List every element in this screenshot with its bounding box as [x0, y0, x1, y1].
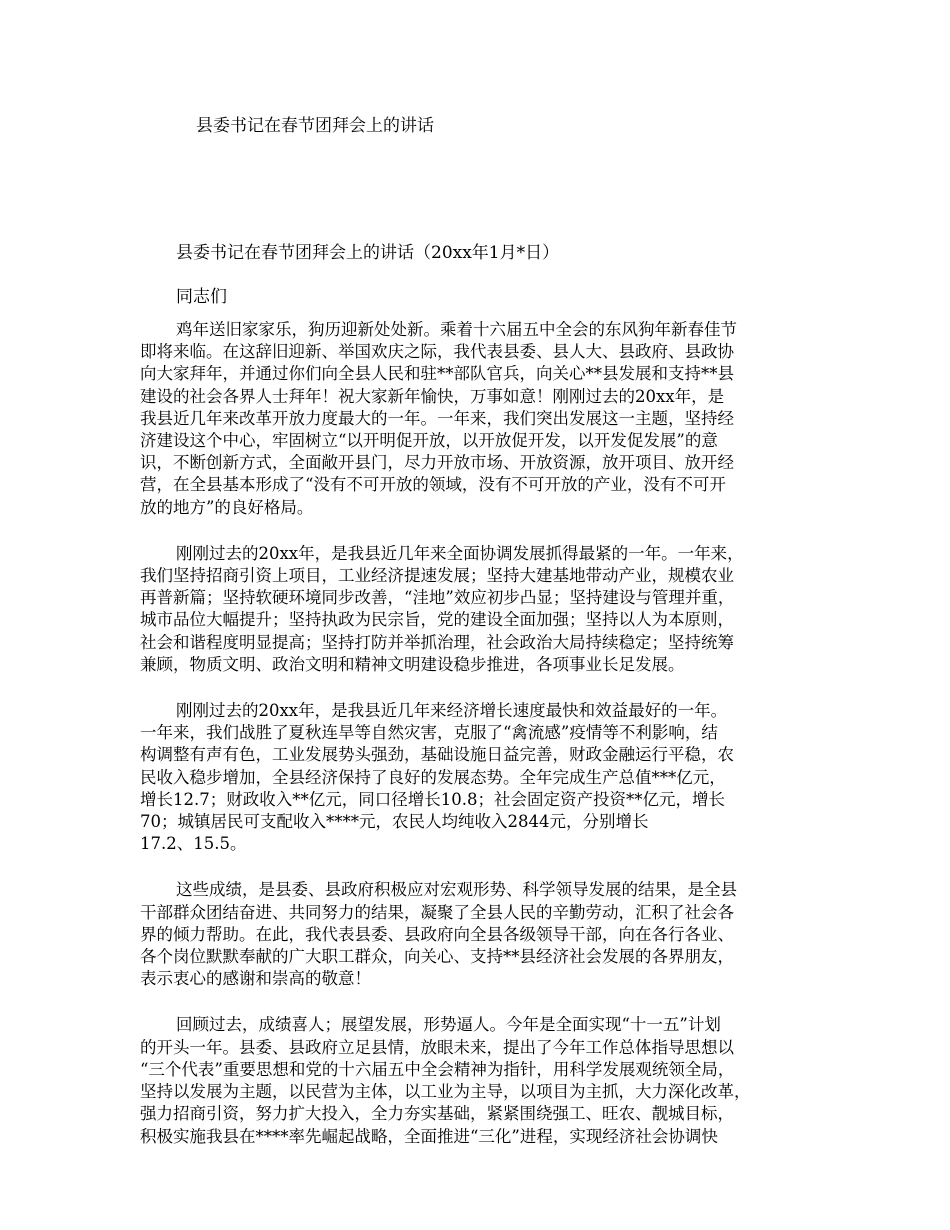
speech-paragraph	[140, 700, 816, 855]
paragraph-line: 再普新篇；坚持软硬环境同步改善，“洼地”效应初步凸显；坚持建设与管理并重，	[140, 588, 735, 608]
paragraph-line: 社会和谐程度明显提高；坚持打防并举抓治理，社会政治大局持续稳定；坚持统筹	[140, 632, 734, 652]
speech-title: 县委书记在春节团拜会上的讲话（20xx年1月*日）	[176, 243, 560, 263]
paragraph-line: 刚刚过去的20xx年，是我县近几年来经济增长速度最快和效益最好的一年。	[176, 701, 728, 721]
paragraph-line: 我县近几年来改革开放力度最大的一年。一年来，我们突出发展这一主题，坚持经	[140, 408, 734, 428]
paragraph-line: 干部群众团结奋进、共同努力的结果，凝聚了全县人民的辛勤劳动，汇积了社会各	[140, 902, 734, 922]
speech-paragraph	[140, 543, 816, 676]
paragraph-line: 我们坚持招商引资上项目，工业经济提速发展；坚持大建基地带动产业，规模农业	[140, 566, 734, 586]
speech-paragraph	[140, 1014, 816, 1147]
paragraph-line: 营，在全县基本形成了“没有不可开放的领域，没有不可开放的产业，没有不可开	[140, 475, 726, 495]
paragraph-line: 构调整有声有色，工业发展势头强劲，基础设施日益完善，财政金融运行平稳，农	[140, 745, 734, 765]
paragraph-line: 界的倾力帮助。在此，我代表县委、县政府向全县各级领导干部，向在各行各业、	[140, 924, 734, 944]
paragraph-line: 17.2、15.5。	[140, 834, 247, 854]
paragraph-line: 一年来，我们战胜了夏秋连旱等自然灾害，克服了“禽流感”疫情等不利影响，结	[140, 723, 718, 743]
paragraph-line: 增长12.7；财政收入**亿元，同口径增长10.8；社会固定资产投资**亿元，增长	[140, 789, 725, 809]
paragraph-line: 表示衷心的感谢和崇高的敬意！	[140, 969, 371, 989]
speech-body	[140, 319, 816, 1172]
paragraph-line: 即将来临。在这辞旧迎新、举国欢庆之际，我代表县委、县人大、县政府、县政协	[140, 342, 734, 362]
paragraph-line: 刚刚过去的20xx年，是我县近几年来全面协调发展抓得最紧的一年。一年来，	[176, 543, 744, 563]
paragraph-line: 70；城镇居民可支配收入****元，农民人均纯收入2844元，分别增长	[140, 812, 649, 832]
paragraph-line: 各个岗位默默奉献的广大职工群众，向关心、支持**县经济社会发展的各界朋友，	[140, 947, 734, 967]
paragraph-line: 回顾过去，成绩喜人；展望发展，形势逼人。今年是全面实现“十一五”计划	[176, 1015, 721, 1035]
paragraph-line: 济建设这个中心，牢固树立“以开明促开放，以开放促开发，以开发促发展”的意	[140, 431, 718, 451]
speech-paragraph	[140, 319, 816, 519]
paragraph-line: 鸡年送旧家家乐，狗历迎新处处新。乘着十六届五中全会的东风狗年新春佳节	[176, 320, 737, 339]
paragraph-line: 的开头一年。县委、县政府立足县情，放眼未来，提出了今年工作总体指导思想以	[140, 1037, 734, 1057]
speech-paragraph	[140, 879, 816, 990]
paragraph-line: 放的地方”的良好格局。	[140, 497, 314, 517]
salutation: 同志们	[176, 287, 227, 307]
paragraph-line: 建设的社会各界人士拜年！祝大家新年愉快，万事如意！刚刚过去的20xx年，是	[140, 386, 725, 406]
paragraph-line: 这些成绩，是县委、县政府积极应对宏观形势、科学领导发展的结果，是全县	[176, 880, 737, 900]
paragraph-line: 强力招商引资，努力扩大投入，全力夯实基础，紧紧围绕强工、旺农、靓城目标，	[140, 1104, 734, 1124]
document-title: 县委书记在春节团拜会上的讲话	[196, 116, 434, 136]
paragraph-line: 城市品位大幅提升；坚持执政为民宗旨，党的建设全面加强；坚持以人为本原则，	[140, 610, 734, 630]
paragraph-line: 坚持以发展为主题，以民营为主体，以工业为主导，以项目为主抓，大力深化改革，	[140, 1082, 751, 1102]
paragraph-line: 向大家拜年，并通过你们向全县人民和驻**部队官兵，向关心**县发展和支持**县	[140, 364, 734, 384]
paragraph-line: 民收入稳步增加，全县经济保持了良好的发展态势。全年完成生产总值***亿元，	[140, 767, 726, 787]
paragraph-line: “三个代表”重要思想和党的十六届五中全会精神为指针，用科学发展观统领全局，	[140, 1059, 735, 1079]
paragraph-line: 识，不断创新方式，全面敞开县门，尽力开放市场、开放资源，放开项目、放开经	[140, 453, 734, 473]
paragraph-line: 积极实施我县在****率先崛起战略，全面推进“三化”进程，实现经济社会协调快	[140, 1126, 718, 1146]
paragraph-line: 兼顾，物质文明、政治文明和精神文明建设稳步推进，各项事业长足发展。	[140, 654, 685, 674]
